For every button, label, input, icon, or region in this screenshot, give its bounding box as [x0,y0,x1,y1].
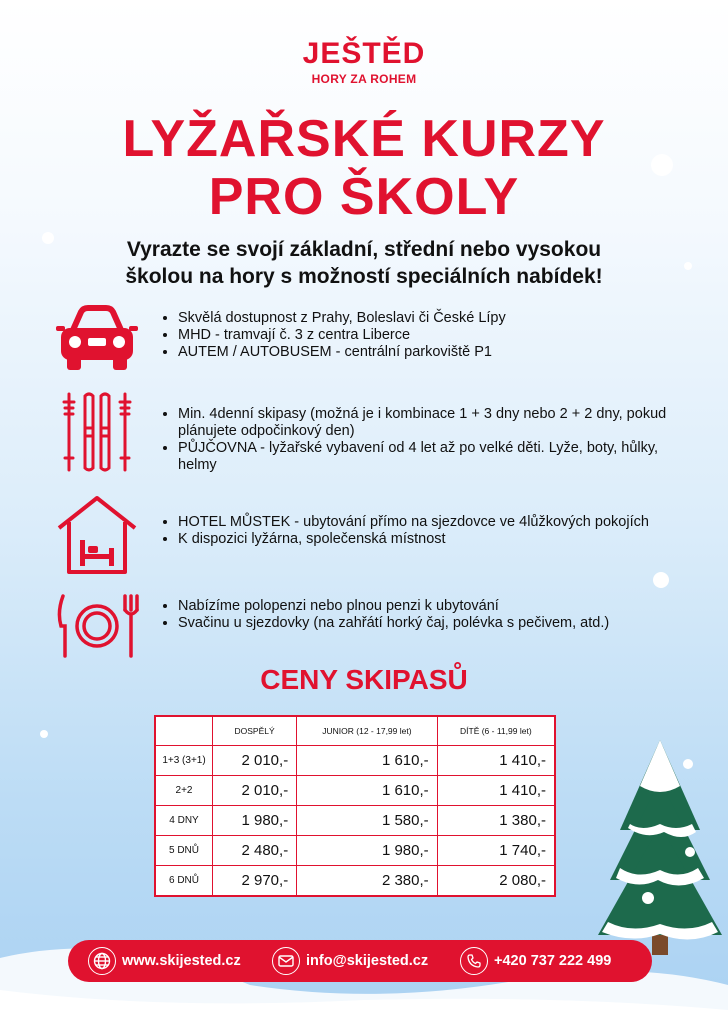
price-adult: 2 010,- [213,746,297,776]
subtitle-line-2: školou na hory s možností speciálních nabídek! [125,265,603,288]
car-icon [55,300,139,384]
price-adult: 1 980,- [213,806,297,836]
column-header: DÍTĚ (6 - 11,99 let) [437,716,555,746]
row-label: 2+2 [155,776,213,806]
phone-icon [460,947,488,975]
column-header [155,716,213,746]
skis-icon [55,390,139,474]
price-child: 1 740,- [437,836,555,866]
logo-tagline: HORY ZA ROHEM [311,72,417,86]
logo [0,38,728,86]
column-header: DOSPĚLÝ [213,716,297,746]
table-row [155,836,555,866]
feature-hotel [55,492,695,572]
phone-text: +420 737 222 499 [494,953,612,969]
list-item: • Svačinu u sjezdovky (na zahřátí horký čaj, polévka s pečivem, atd.) [178,615,698,632]
list-item: • Nabízíme polopenzi nebo plnou penzi k ubytování [178,598,698,615]
price-junior: 1 980,- [297,836,437,866]
prices-title: CENY SKIPASŮ [260,664,468,695]
email-link[interactable] [272,946,428,976]
feature-dining [55,592,695,662]
logo-name: JEŠTĚD [302,37,426,70]
list-item: • AUTEM / AUTOBUSEM - centrální parkoviště P1 [178,344,698,361]
list-item: • K dispozici lyžárna, společenská místnost [178,531,698,548]
row-label: 4 DNY [155,806,213,836]
dining-icon [55,592,139,662]
title-line-2: PRO ŠKOLY [208,168,520,226]
feature-list [160,310,698,361]
list-item: • PŮJČOVNA - lyžařské vybavení od 4 let až po velké děti. Lyže, boty, hůlky, helmy [178,440,698,474]
subtitle-line-1: Vyrazte se svojí základní, střední nebo vysokou [126,238,602,261]
page-title [0,110,728,226]
feature-access [55,300,695,380]
tree-decoration [596,740,728,970]
list-item: • Min. 4denní skipasy (možná je i kombinace 1 + 3 dny nebo 2 + 2 dny, pokud plánujete odpočinkový den) [178,406,698,440]
price-junior: 1 580,- [297,806,437,836]
globe-icon [88,947,116,975]
contact-bar [68,940,652,982]
price-adult: 2 480,- [213,836,297,866]
website-link[interactable] [88,946,241,976]
feature-list [160,406,698,474]
table-row [155,866,555,897]
list-item: • MHD - tramvají č. 3 z centra Liberce [178,327,698,344]
envelope-icon [272,947,300,975]
page-subtitle [0,236,728,290]
title-line-1: LYŽAŘSKÉ KURZY [122,110,606,168]
row-label: 5 DNŮ [155,836,213,866]
table-row [155,746,555,776]
email-text: info@skijested.cz [306,953,429,969]
feature-list [160,598,698,632]
feature-skipass [55,390,695,480]
price-child: 2 080,- [437,866,555,897]
feature-list [160,514,698,548]
price-junior: 2 380,- [297,866,437,897]
row-label: 6 DNŮ [155,866,213,897]
column-header: JUNIOR (12 - 17,99 let) [297,716,437,746]
phone-link[interactable] [460,946,611,976]
price-child: 1 410,- [437,746,555,776]
table-row [155,776,555,806]
table-row [155,806,555,836]
row-label: 1+3 (3+1) [155,746,213,776]
price-child: 1 380,- [437,806,555,836]
table-header-row [155,716,555,746]
price-junior: 1 610,- [297,746,437,776]
price-child: 1 410,- [437,776,555,806]
list-item: • HOTEL MŮSTEK - ubytování přímo na sjezdovce ve 4lůžkových pokojích [178,514,698,531]
list-item: • Skvělá dostupnost z Prahy, Boleslavi či České Lípy [178,310,698,327]
hotel-icon [55,492,139,576]
website-text: www.skijested.cz [122,953,241,969]
price-adult: 2 970,- [213,866,297,897]
price-adult: 2 010,- [213,776,297,806]
price-junior: 1 610,- [297,776,437,806]
price-table [154,715,556,897]
